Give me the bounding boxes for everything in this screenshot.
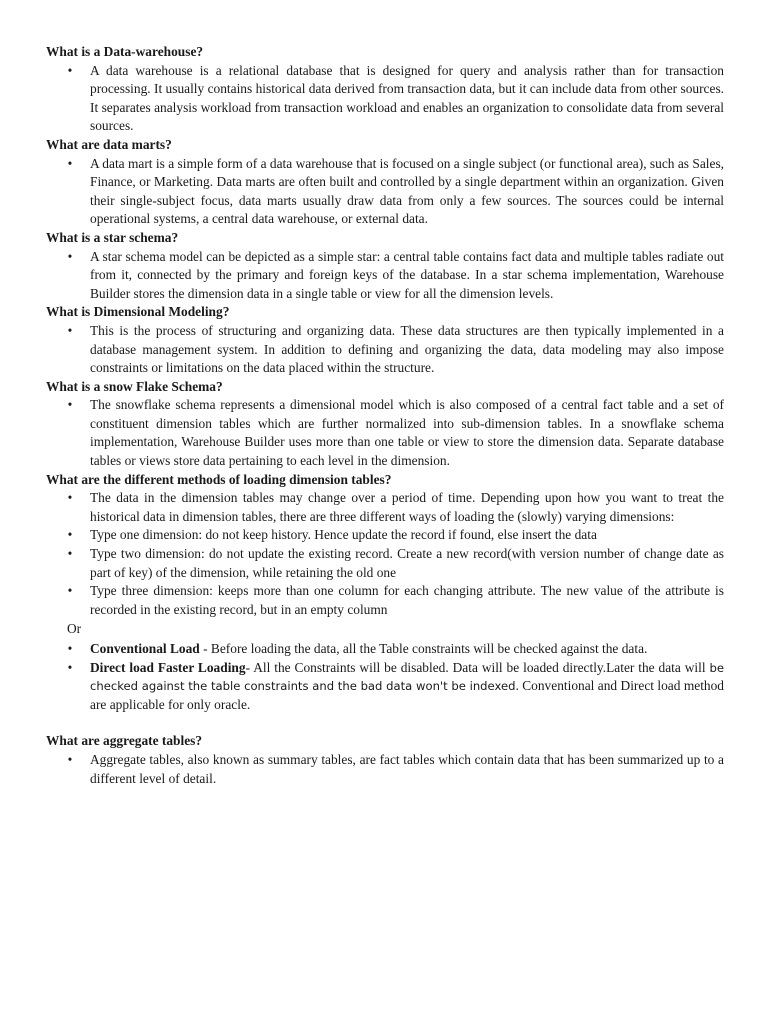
- answer-text: A data mart is a simple form of a data warehouse that is focused on a single subject (or functional area), such as Sales, Finance, or Marketing. Data marts are often built and controlled by a single department within an organization. Given their single-subject focus, data marts usually draw data from only a few sources. The sources could be internal operational systems, a central data warehouse, or external data.: [90, 155, 724, 227]
- question-heading: What is a Data-warehouse?: [46, 44, 204, 59]
- load-term: Direct load Faster Loading: [90, 659, 246, 675]
- document-content: [46, 43, 724, 788]
- answer-list: [46, 62, 724, 136]
- list-item: [46, 489, 724, 526]
- list-item: [46, 155, 724, 229]
- bullet-icon: •: [67, 397, 73, 413]
- question-heading: What are the different methods of loading dimension tables?: [46, 471, 392, 487]
- list-item: [46, 659, 724, 715]
- list-item: [46, 751, 724, 788]
- answer-text: A data warehouse is a relational database that is designed for query and analysis rather than for transaction processing. It usually contains historical data derived from transaction data, but it can include data from other sources. It separates analysis workload from transaction workload and enables an organization to consolidate data from several sources.: [90, 62, 724, 134]
- load-term: Conventional Load: [90, 641, 200, 656]
- answer-list: [46, 248, 724, 304]
- answer-list: [46, 155, 724, 229]
- answer-text: This is the process of structuring and organizing data. These data structures are then typically implemented in a database management system. In addition to defining and organizing the data, data modeling may also impose constraints or limitations on the data placed within the structure.: [90, 322, 724, 376]
- answer-text: The data in the dimension tables may change over a period of time. Depending upon how you want to treat the historical data in dimension tables, there are three different ways of loading the (slowly) varying dimensions:: [90, 490, 724, 524]
- bullet-icon: •: [67, 659, 73, 675]
- list-item: [46, 582, 724, 619]
- list-item: [46, 640, 724, 659]
- bullet-icon: •: [67, 527, 73, 543]
- bullet-icon: •: [67, 583, 73, 599]
- bullet-icon: •: [67, 322, 73, 338]
- answer-list: [46, 751, 724, 788]
- answer-text: The snowflake schema represents a dimensional model which is also composed of a central fact table and a set of constituent dimension tables which are further normalized into sub-dimension tables. In a snowflake schema implementation, Warehouse Builder uses more than one table or view to store the dimension data. Separate database tables or views store data pertaining to each level in the dimension.: [90, 397, 724, 469]
- load-description: - Before loading the data, all the Table constraints will be checked against the data.: [199, 641, 648, 656]
- list-item: [46, 62, 724, 136]
- question-heading: What is a star schema?: [46, 229, 179, 245]
- answer-text: Type three dimension: keeps more than one column for each changing attribute. The new value of the attribute is recorded in the existing record, but in an empty column: [90, 583, 724, 617]
- question-heading: What are aggregate tables?: [46, 733, 203, 749]
- bullet-icon: •: [67, 751, 73, 767]
- list-item: [46, 322, 724, 378]
- list-item: [46, 545, 724, 582]
- load-description-tail: . Conventional and Direct load method are applicable for only oracle.: [90, 678, 725, 712]
- load-methods-list: [46, 640, 724, 714]
- answer-list: [46, 489, 724, 619]
- answer-text: A star schema model can be depicted as a simple star: a central table contains fact data and multiple tables radiate out from it, connected by the primary and foreign keys of the database. In a star schema implementation, Warehouse Builder stores the dimension data in a single table or view for all the dimension levels.: [90, 248, 724, 301]
- answer-text: Type one dimension: do not keep history. Hence update the record if found, else insert the data: [90, 527, 597, 543]
- question-heading: What is a snow Flake Schema?: [46, 378, 223, 394]
- load-description-alt-font: be checked against the table constraints and the bad data won't be indexed: [90, 660, 724, 694]
- bullet-icon: •: [67, 155, 73, 171]
- bullet-icon: •: [67, 248, 73, 264]
- question-heading: What is Dimensional Modeling?: [46, 304, 230, 320]
- answer-text: Aggregate tables, also known as summary tables, are fact tables which contain data that has been summarized up to a different level of detail.: [90, 751, 724, 786]
- spacer: [46, 714, 724, 732]
- list-item: [46, 248, 724, 304]
- list-item: [46, 526, 724, 545]
- bullet-icon: •: [67, 546, 73, 562]
- answer-list: [46, 322, 724, 378]
- bullet-icon: •: [67, 62, 73, 78]
- bullet-icon: •: [67, 490, 73, 506]
- list-item: [46, 396, 724, 470]
- answer-list: [46, 396, 724, 470]
- answer-text: Type two dimension: do not update the existing record. Create a new record(with version number of change date as part of key) of the dimension, while retaining the old one: [90, 546, 724, 580]
- or-separator: Or: [67, 621, 82, 637]
- load-description: - All the Constraints will be disabled. Data will be loaded directly.Later the data will: [245, 659, 710, 675]
- bullet-icon: •: [67, 641, 73, 656]
- question-heading: What are data marts?: [46, 136, 172, 152]
